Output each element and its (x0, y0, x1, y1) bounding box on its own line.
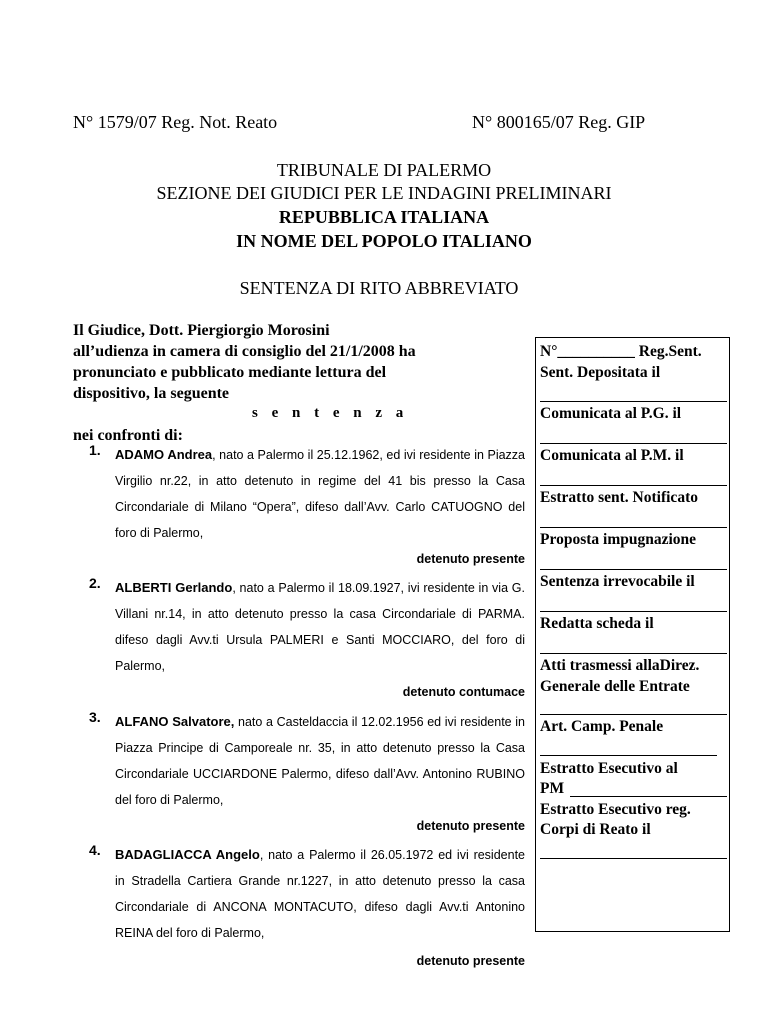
court-section: SEZIONE DEI GIUDICI PER LE INDAGINI PRELIMINARI (156, 183, 612, 203)
defendant-status: detenuto contumace (402, 685, 525, 699)
defendant-status: detenuto presente (416, 552, 525, 566)
atti-trasmessi-field-line2: Generale delle Entrate (540, 678, 690, 695)
defendant-entry (89, 842, 525, 968)
intro-paragraph (73, 320, 416, 404)
defendant-name: ALFANO Salvatore, (115, 714, 235, 729)
fill-line (540, 569, 727, 570)
reg-gip: N° 800165/07 Reg. GIP (472, 112, 646, 132)
estratto-esecutivo-reg-field: Estratto Esecutivo reg. (540, 801, 691, 818)
comunicata-pm-field: Comunicata al P.M. il (540, 447, 684, 464)
republic-heading: REPUBBLICA ITALIANA (278, 207, 490, 227)
nei-confronti-label: nei confronti di: (73, 427, 183, 444)
defendant-details (115, 842, 525, 946)
defendant-details (115, 575, 525, 679)
defendant-number: 3. (89, 709, 101, 725)
intro-line: pronunciato e pubblicato mediante lettura del (73, 364, 387, 381)
defendant-text: , nato a Palermo il 26.05.1972 ed ivi residente in Stradella Cartiera Grande nr.1227, in atto detenuto presso la casa Circondariale di ANCONA MONTACUTO, difeso dagli Avv.ti Antonino REINA del foro di Palermo, (115, 848, 525, 940)
fill-line (540, 653, 727, 654)
fill-line (570, 796, 727, 797)
defendant-number: 2. (89, 575, 101, 591)
camp-penale-field: Art. Camp. Penale (540, 718, 664, 735)
defendant-name: ADAMO Andrea (115, 447, 213, 462)
defendant-text: , nato a Palermo il 18.09.1927, ivi residente in via G. Villani nr.14, in atto detenuto presso la casa Circondariale di PARMA. difeso dagli Avv.ti Ursula PALMERI e Santi MOCCIARO, del foro di Palermo, (115, 581, 525, 673)
defendant-name: ALBERTI Gerlando (115, 580, 233, 595)
depositata-field: Sent. Depositata il (540, 364, 661, 381)
defendant-text: , nato a Palermo il 25.12.1962, ed ivi residente in Piazza Virgilio nr.22, in atto detenuto in regime del 41 bis presso la Casa Circondariale di Milano “Opera”, difeso dall’Avv. Carlo CATUOGNO del foro di Palermo, (115, 448, 525, 540)
defendant-entry (89, 575, 525, 699)
estratto-notificato-field: Estratto sent. Notificato (540, 489, 698, 506)
sentenza-irrevocabile-field: Sentenza irrevocabile il (540, 573, 695, 590)
fill-line (540, 443, 727, 444)
reg-sent-field: N°__________ Reg.Sent. (540, 343, 702, 360)
defendant-details (115, 709, 525, 813)
estratto-esecutivo-pm-field: Estratto Esecutivo al (540, 760, 678, 777)
registry-sidebox (535, 337, 730, 932)
defendant-status: detenuto presente (416, 954, 525, 968)
defendant-number: 1. (89, 442, 101, 458)
fill-line (540, 527, 727, 528)
estratto-esecutivo-pm-field-line2: PM (540, 780, 565, 797)
intro-line: dispositivo, la seguente (73, 385, 230, 402)
defendant-number: 4. (89, 842, 101, 858)
intro-line: Il Giudice, Dott. Piergiorgio Morosini (73, 322, 330, 339)
defendant-name: BADAGLIACCA Angelo (115, 847, 260, 862)
reg-notizie-reato: N° 1579/07 Reg. Not. Reato (73, 112, 278, 132)
defendant-details (115, 442, 525, 546)
atti-trasmessi-field: Atti trasmessi allaDirez. (540, 657, 700, 674)
sentence-type-title: SENTENZA DI RITO ABBREVIATO (239, 278, 519, 298)
corpi-reato-field: Corpi di Reato il (540, 821, 651, 838)
fill-line (540, 401, 727, 402)
defendant-status: detenuto presente (416, 819, 525, 833)
fill-line (540, 755, 717, 756)
fill-line (540, 714, 727, 715)
intro-line: all’udienza in camera di consiglio del 21/1/2008 ha (73, 343, 416, 360)
redatta-scheda-field: Redatta scheda il (540, 615, 654, 632)
court-name: TRIBUNALE DI PALERMO (276, 160, 492, 180)
comunicata-pg-field: Comunicata al P.G. il (540, 405, 682, 422)
fill-line (540, 611, 727, 612)
people-heading: IN NOME DEL POPOLO ITALIANO (236, 231, 532, 251)
fill-line (540, 858, 727, 859)
sentenza-word: s e n t e n z a (252, 405, 409, 421)
fill-line (540, 485, 727, 486)
defendant-text: nato a Casteldaccia il 12.02.1956 ed ivi residente in Piazza Principe di Camporeale nr. 35, in atto detenuto presso la Casa Circondariale UCCIARDONE Palermo, difeso dall’Avv. Antonino RUBINO del foro di Palermo, (115, 715, 525, 807)
defendant-entry (89, 709, 525, 833)
proposta-impugnazione-field: Proposta impugnazione (540, 531, 697, 548)
defendant-entry (89, 442, 525, 566)
